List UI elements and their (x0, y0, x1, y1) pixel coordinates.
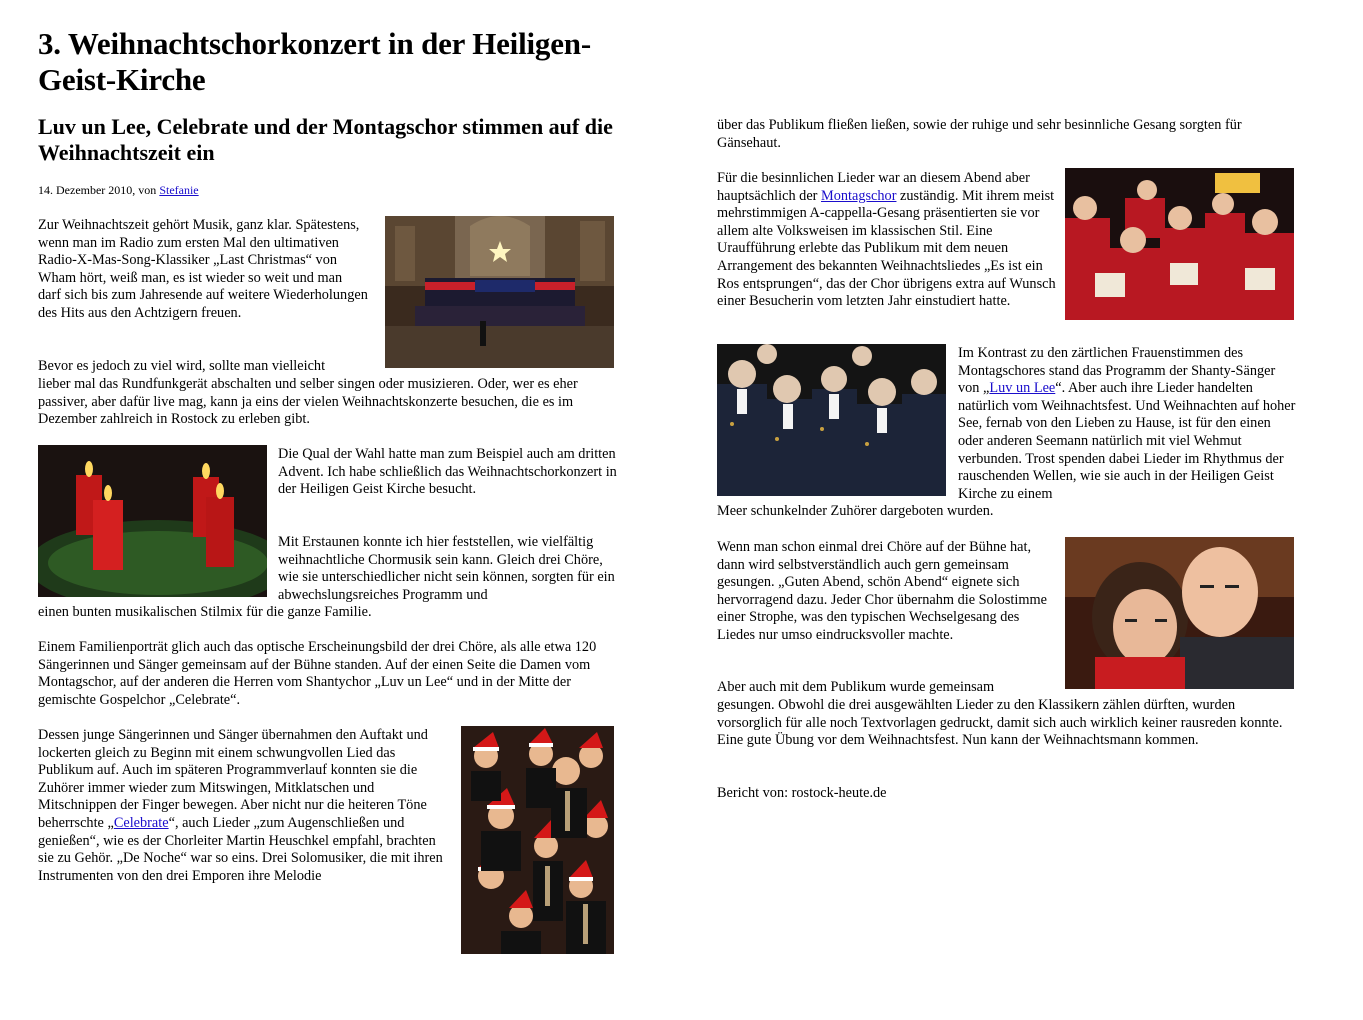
celebrate-link[interactable]: Celebrate (113, 814, 169, 831)
audience-couple-photo (1065, 537, 1294, 689)
paragraph-r5-wrap: Aber auch mit dem Publikum wurde gemeinsam (717, 679, 995, 695)
article-title: 3. Weihnachtschorkonzert in der Heiligen- Geist-Kirche (38, 26, 591, 97)
church-concert-photo (385, 216, 614, 368)
report-credit: Bericht von: rostock-heute.de (717, 785, 887, 801)
author-link[interactable]: Stefanie (159, 183, 199, 197)
montagschor-link[interactable]: Montagschor (821, 187, 897, 204)
advent-candles-photo (38, 445, 267, 597)
paragraph-r2: Für die besinnlichen Lieder war an diesem Abend aber hauptsächlich der Montagschor zuständig. Mit ihrem meist mehrstimmigen A-cappella-Gesang präsentierten sie vor allem alte Volksweisen im klassischen Stil. Eine Uraufführung erlebte das Publikum mit dem neuen Arrangement des bekannten Weihnachtsliedes „Es ist ein Ros entsprungen“, das der Chor übrigens extra auf Wunsch einer Besucherin vom letzten Jahr einstudiert hatte. (717, 170, 1056, 310)
paragraph-4: einen bunten musikalischen Stilmix für die ganze Familie. (38, 604, 372, 620)
paragraph-r5: gesungen. Obwohl die drei ausgewählten Lieder zu den Klassikern zählen dürften, wurden vorsorglich für alle noch Textvorlagen gedruckt, damit sich auch wirklich keiner rausreden konnte. Eine gute Übung vor dem Weihnachtsfest. Nun kann der Weihnachtsmann kommen. (717, 697, 1283, 749)
paragraph-r1: über das Publikum fließen ließen, sowie der ruhige und sehr besinnliche Gesang sorgten für Gänsehaut. (717, 117, 1242, 151)
paragraph-6: Dessen junge Sängerinnen und Sänger übernahmen den Auftakt und lockerten gleich zu Beginn mit einem schwungvollen Lied das Publikum auf. Auch im späteren Programmverlauf konnten sie die Zuhörer immer wieder zum Mitswingen, Mitklatschen und Mitschnippen der Finger bewegen. Aber nicht nur die heiteren Töne beherrschte „Celebrate“, auch Lieder „zum Augenschließen und genießen“, wie es der Chorleiter Martin Heuschkel empfahl, brachten sie zu Gehör. „De Noche“ war so eins. Drei Solomusiker, die mit ihren Instrumenten von den drei Emporen ihre Melodie (38, 727, 443, 884)
gospel-choir-photo (461, 726, 614, 954)
paragraph-5: Einem Familienporträt glich auch das optische Erscheinungsbild der drei Chöre, als alle etwa 120 Sängerinnen und Sänger gemeinsam auf der Bühne standen. Auf der einen Seite die Damen vom Montagschor, auf der anderen die Herren vom Shantychor „Luv un Lee“ und in der Mitte der gemischte Gospelchor „Celebrate“. (38, 639, 597, 708)
paragraph-intro: Zur Weihnachtszeit gehört Musik, ganz klar. Spätestens, wenn man im Radio zum ersten Mal den ultimativen Radio-X-Mas-Song-Klassiker „Last Christmas“ von Wham hört, weiß man, es ist wieder so weit und man darf sich bis zum Jahresende auf weitere Wiederholungen des Hits aus den Achtzigern freuen. (38, 217, 368, 321)
article-meta: 14. Dezember 2010, von Stefanie (38, 183, 199, 197)
womens-choir-photo (1065, 168, 1294, 320)
paragraph-2: lieber mal das Rundfunkgerät abschalten und selber singen oder musizieren. Oder, wer es eher passiver, aber dafür live mag, kann ja eins der vielen Weihnachtskonzerte besuchen, die es im Dezember zahlreich in Rostock zu erleben gibt. (38, 376, 578, 428)
luv-un-lee-link[interactable]: Luv un Lee (989, 380, 1056, 397)
article-subtitle: Luv un Lee, Celebrate und der Montagschor stimmen auf die Weihnachtszeit ein (38, 114, 613, 165)
paragraph-r3-end: Meer schunkelnder Zuhörer dargeboten wurden. (717, 503, 994, 519)
paragraph-r4: Wenn man schon einmal drei Chöre auf der Bühne hat, dann wird selbstverständlich auch gern gemeinsam gesungen. „Guten Abend, schön Abend“ eignete sich hervorragend dazu. Jeder Chor übernahm die Solostimme einer Strophe, was den typischen Wechselgesang des Liedes nur umso eindrucksvoller machte. (717, 539, 1047, 643)
shanty-choir-photo (717, 344, 946, 496)
paragraph-r3: Im Kontrast zu den zärtlichen Frauenstimmen des Montagschores stand das Programm der Shanty-Sänger von „Luv un Lee“. Aber auch ihre Lieder handelten natürlich vom Weihnachtsfest. Und Weihnachten auf hoher See, fernab von den Lieben zu Hause, ist für den einen oder anderen Seemann natürlich mit viel Wehmut verbunden. Trost spenden dabei Lieder im Rhythmus der rauschenden Wellen, wie sie auch in der Heiligen Geist Kirche zu einem (958, 345, 1296, 502)
paragraph-4-wrap: Mit Erstaunen konnte ich hier feststellen, wie vielfältig weihnachtliche Chormusik sein kann. Gleich drei Chöre, wie sie unterschiedlicher nicht sein können, sorgten für ein abwechslungsreiches Programm und (278, 534, 615, 603)
paragraph-2-wrap: Bevor es jedoch zu viel wird, sollte man vielleicht (38, 358, 326, 374)
paragraph-3: Die Qual der Wahl hatte man zum Beispiel auch am dritten Advent. Ich habe schließlich das Weihnachtschorkonzert in der Heiligen Geist Kirche besucht. (278, 446, 617, 498)
